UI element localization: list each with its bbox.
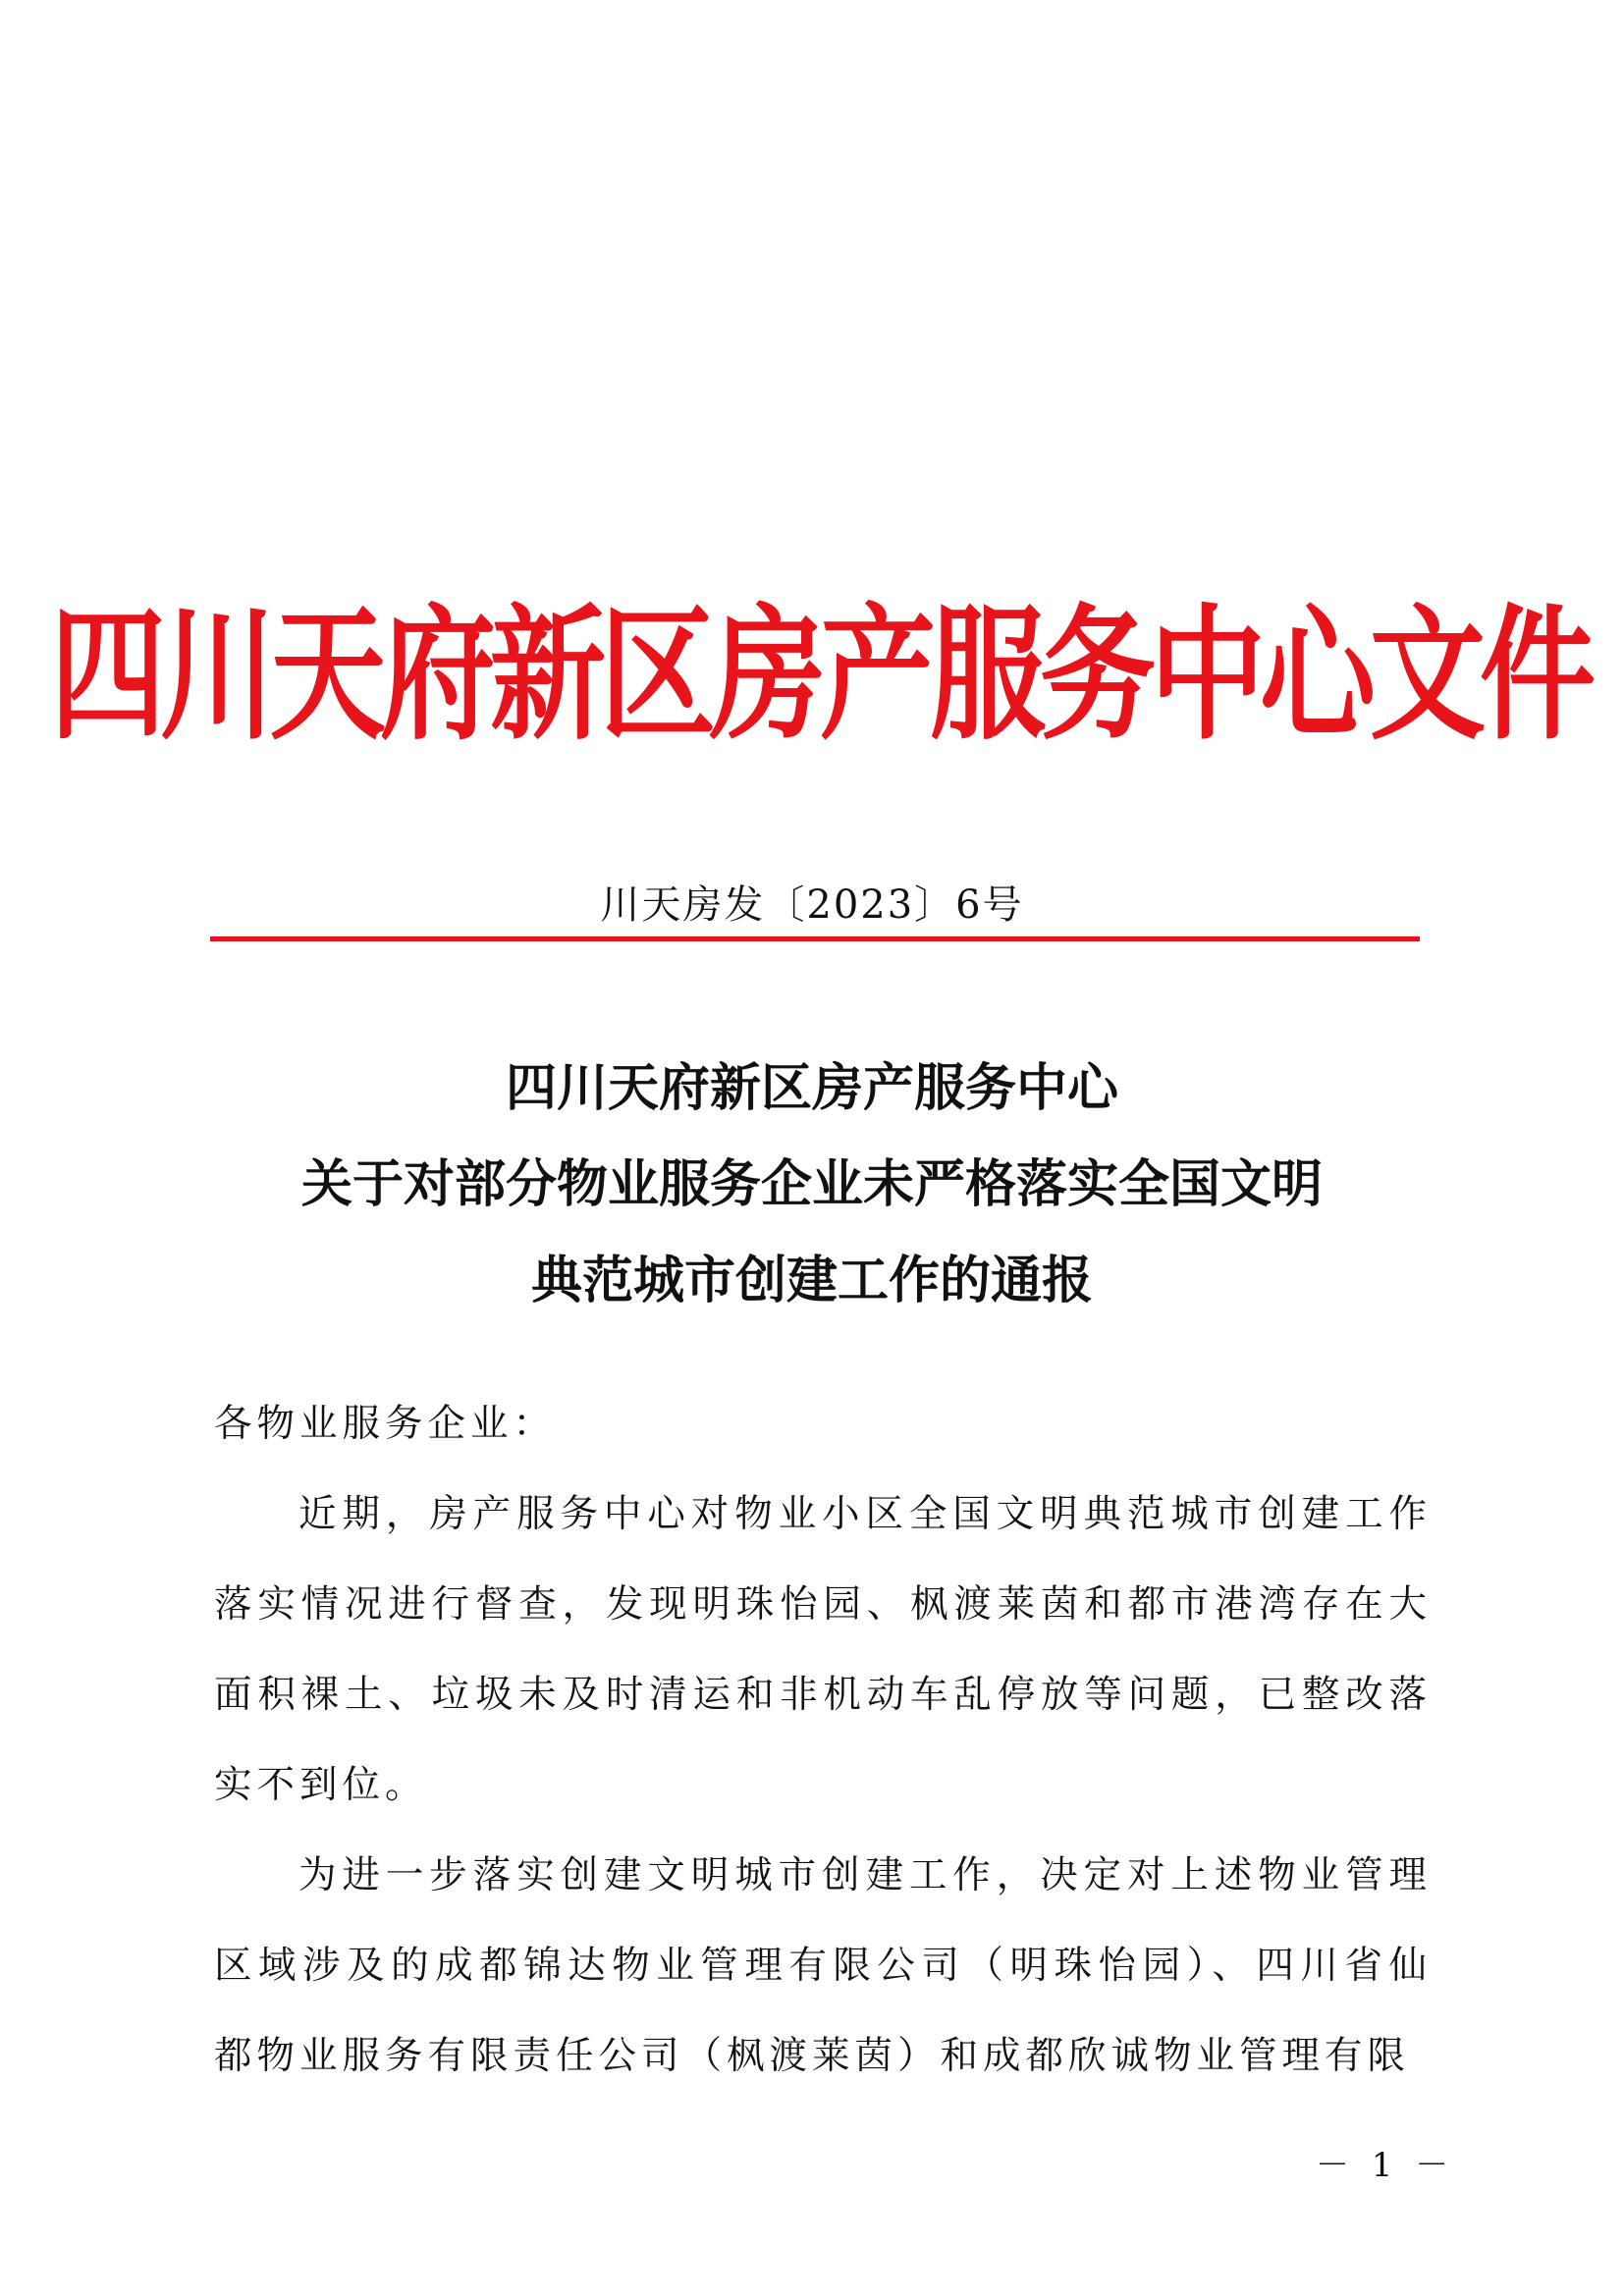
masthead-text: 四川天府新区房产服务中心文件 — [50, 589, 1591, 760]
document-number: 川天房发〔2023〕6号 — [600, 882, 1024, 928]
title-line-3: 典范城市创建工作的通报 — [530, 1252, 1093, 1310]
title-line-2: 关于对部分物业服务企业未严格落实全国文明 — [300, 1155, 1323, 1214]
salutation: 各物业服务企业： — [214, 1402, 557, 1446]
page-number: － 1 － — [1316, 2146, 1455, 2185]
paragraph-1: 近期，房产服务中心对物业小区全国文明典范城市创建工作落实情况进行督查，发现明珠怡园、枫渡莱茵和都市港湾存在大面积裸土、垃圾未及时清运和非机动车乱停放等问题，已整改落实不到位。 — [214, 1492, 1432, 1807]
document-body — [214, 1379, 1432, 2102]
red-separator-line — [210, 936, 1420, 941]
document-title — [0, 1041, 1624, 1329]
title-line-1: 四川天府新区房产服务中心 — [505, 1059, 1118, 1118]
masthead-header — [50, 579, 1591, 760]
paragraph-2: 为进一步落实创建文明城市创建工作，决定对上述物业管理区域涉及的成都锦达物业管理有限公司（明珠怡园）、四川省仙都物业服务有限责任公司（枫渡莱茵）和成都欣诚物业管理有限 — [214, 1853, 1432, 2078]
